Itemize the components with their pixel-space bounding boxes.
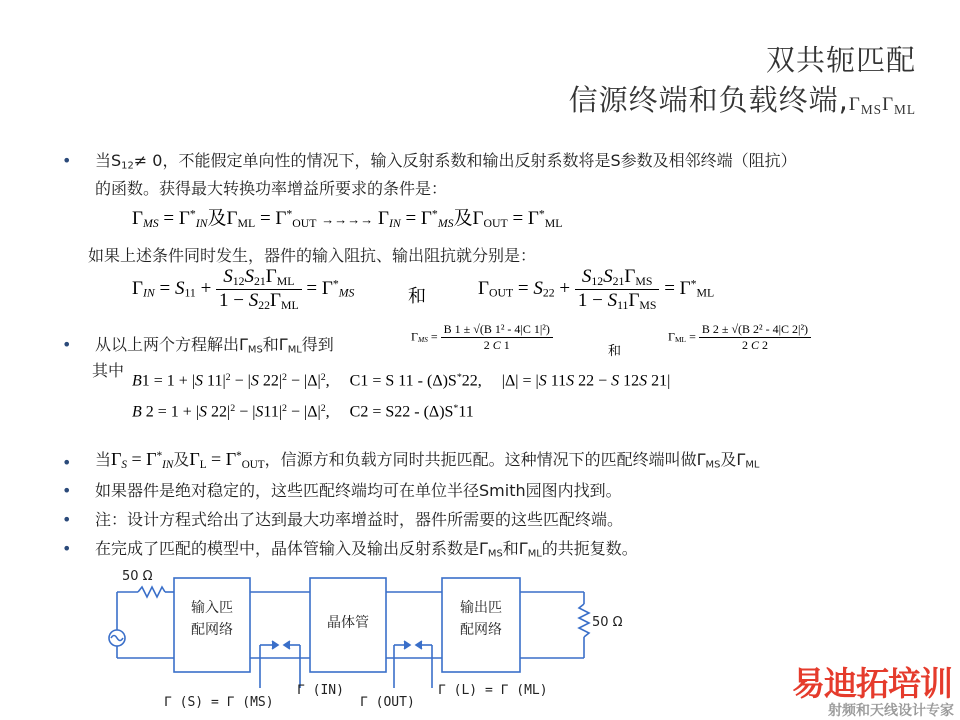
bullet-4: 如果器件是绝对稳定的，这些匹配终端均可在单位半径Smith园图内找到。 bbox=[95, 481, 622, 500]
equation-gamma-out: ΓOUT = S22 + $\frac{\text{S12S21ΓMS}}{\text{1 − S11ΓMS}}$ = Γ*ML bbox=[478, 266, 715, 312]
bullet-5: 注：设计方程式给出了达到最大功率增益时，器件所需要的这些匹配终端。 bbox=[95, 510, 624, 529]
impedance-intro: 如果上述条件同时发生，器件的输入阻抗、输出阻抗就分别是： bbox=[88, 246, 537, 265]
bullet-dot: • bbox=[62, 335, 72, 354]
watermark-brand: 易迪拓培训 bbox=[792, 664, 952, 703]
equation-max-gain-conditions: ΓMS = Γ*IN及ΓML = Γ*OUT →→→→ ΓIN = Γ*MS及ΓOUT = Γ*ML bbox=[132, 207, 563, 230]
load-resistor-icon bbox=[579, 604, 589, 637]
output-network-label-1: 输出匹 bbox=[460, 600, 502, 616]
equation-b2-c2: B 2 = 1 + |S $22|^2 - |S11|^2 - |\Delta|^2$, C2 = S22 - (Δ)S*11 bbox=[132, 403, 474, 421]
gamma-l-label: Γ (L) = Γ (ML) bbox=[438, 683, 548, 698]
bullet-dot: • bbox=[62, 481, 72, 500]
equation-gamma-in: ΓIN = S11 + $\frac{\text{S12S21ΓML}}{\text{1 − S22ΓML}}$ = Γ*MS bbox=[132, 266, 355, 312]
gamma-s-label: Γ (S) = Γ (MS) bbox=[164, 695, 274, 710]
matching-network-diagram bbox=[92, 560, 652, 720]
transistor-label: 晶体管 bbox=[327, 615, 369, 631]
bullet-2-line-1: 从以上两个方程解出ΓMS和ΓML得到 bbox=[95, 335, 334, 356]
gamma-out-label: Γ (OUT) bbox=[360, 695, 415, 710]
source-resistor-icon bbox=[138, 587, 165, 597]
bullet-dot: • bbox=[62, 510, 72, 529]
watermark-tagline: 射频和天线设计专家 bbox=[828, 703, 954, 719]
slide-title: 双共轭匹配 bbox=[765, 43, 916, 77]
bullet-2-line-2: 其中 bbox=[92, 361, 125, 380]
slide-subtitle bbox=[569, 78, 916, 119]
bullet-dot: • bbox=[62, 151, 72, 170]
bullet-dot: • bbox=[62, 453, 72, 472]
bullet-1-line-2: 的函数。获得最大转换功率增益所要求的条件是： bbox=[95, 179, 448, 198]
subtitle-gamma-ms: $\Gamma_{MS}\Gamma_{ML}$ bbox=[848, 94, 916, 117]
gamma-in-label: Γ (IN) bbox=[297, 683, 344, 698]
and-word: 和 bbox=[608, 344, 622, 359]
and-word: 和 bbox=[408, 286, 426, 307]
subtitle-text: 信源终端和负载终端, bbox=[568, 83, 849, 117]
output-network-label-2: 配网络 bbox=[460, 622, 502, 638]
bullet-1-line-1: 当S12≠ 0，不能假定单向性的情况下，输入反射系数和输出反射系数将是S参数及相邻终端（阻抗） bbox=[95, 151, 797, 172]
input-network-label-1: 输入匹 bbox=[191, 600, 233, 616]
bullet-3: 当ΓS = Γ*IN及ΓL = Γ*OUT，信源方和负载方同时共扼匹配。这种情况下的匹配终端叫做ΓMS及ΓML bbox=[95, 449, 760, 471]
bullet-dot: • bbox=[62, 539, 72, 558]
equation-b1-c1-delta: B1 = 1 + |S $11|^2 - |S$ $22|^2 - |\Delta|^2$, C1 = S 11 - (Δ)S*22, |Δ| = |S 11S 22 − S 12S 21| bbox=[132, 372, 671, 390]
bullet-6: 在完成了匹配的模型中，晶体管输入及输出反射系数是ΓMS和ΓML的共扼复数。 bbox=[95, 539, 638, 560]
equation-gamma-ml-solution: ΓML = $\frac{\text{B 2 ± √(B 2² - 4|C 2|²)}}{2 C 2}$ bbox=[668, 322, 811, 353]
input-network-label-2: 配网络 bbox=[191, 622, 233, 638]
source-resistor-label: 50 Ω bbox=[122, 569, 153, 584]
load-resistor-label: 50 Ω bbox=[592, 615, 623, 630]
equation-gamma-ms-solution: ΓMS = $\frac{\text{B 1 ± √(B 1² - 4|C 1|²)}}{2 C 1}$ bbox=[411, 322, 553, 353]
